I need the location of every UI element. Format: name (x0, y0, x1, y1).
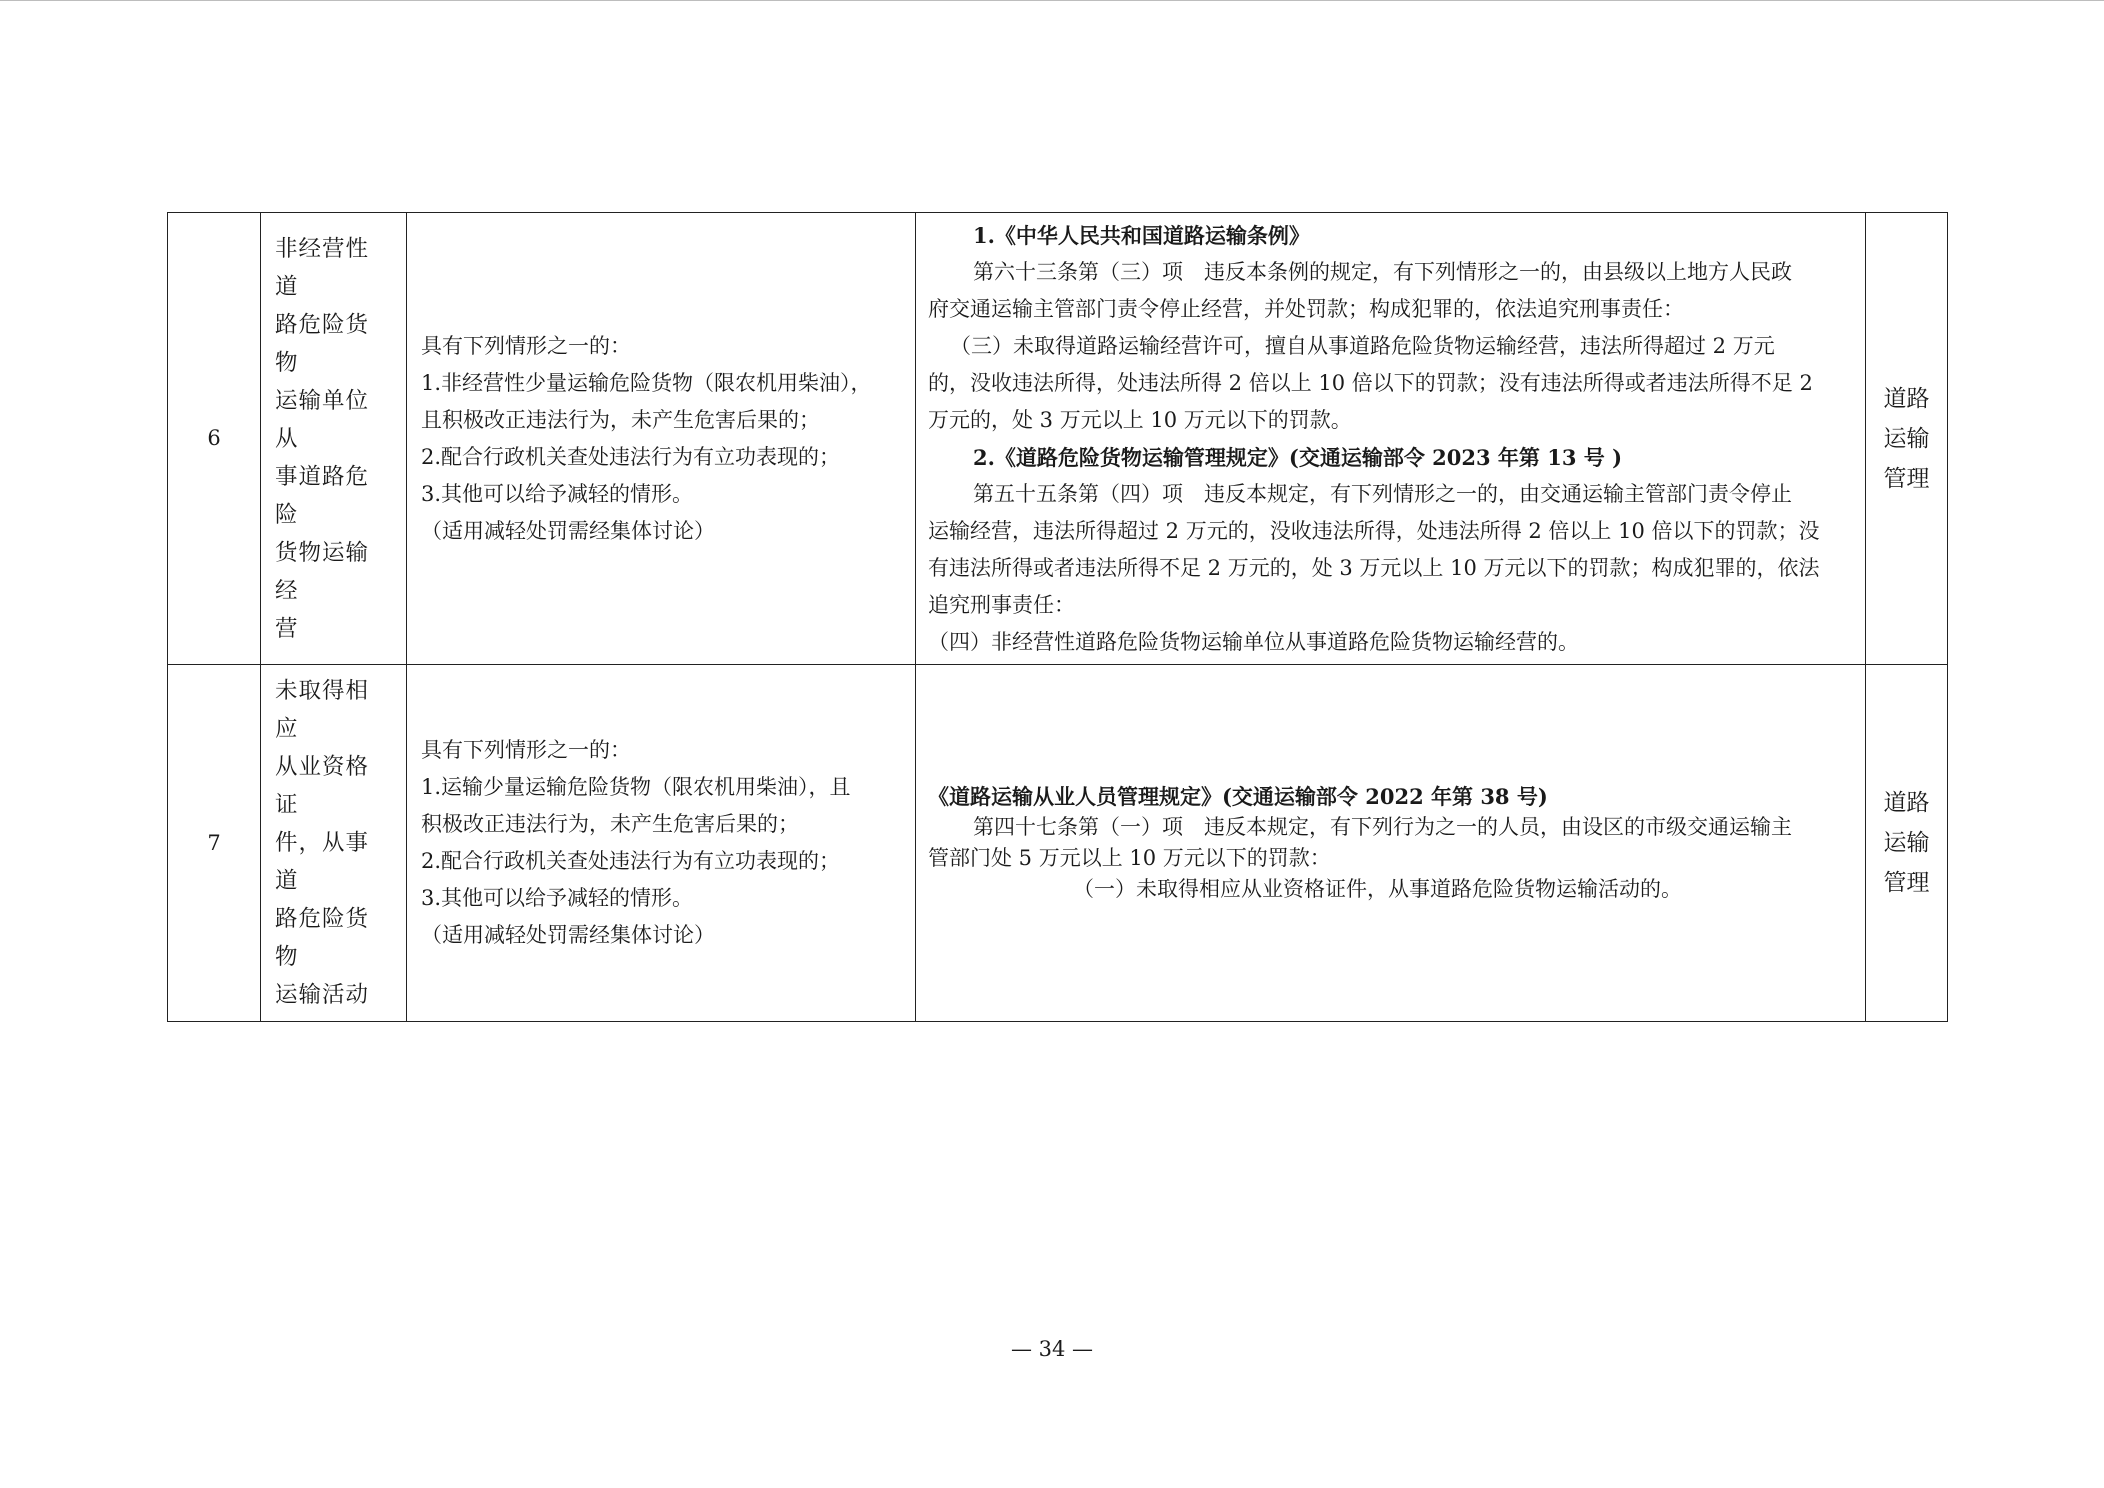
violation-item-line: 货物运输经 (275, 539, 370, 604)
page-number: — 34 — (1010, 1337, 1094, 1361)
table-row (168, 213, 1948, 665)
legal-basis-line: （四）非经营性道路危险货物运输单位从事道路危险货物运输经营的。 (928, 629, 1579, 654)
violation-item-cell (261, 213, 407, 665)
violation-item-line: 营 (275, 615, 299, 642)
legal-basis-heading: 2.《道路危险货物运输管理规定》(交通运输部令 2023 年第 13 号 ) (973, 444, 1623, 470)
row-number-text: 6 (207, 426, 221, 450)
legal-basis-heading: 《道路运输从业人员管理规定》(交通运输部令 2022 年第 38 号) (928, 784, 1548, 809)
legal-basis-line: 第六十三条第（三）项 违反本条例的规定，有下列情形之一的，由县级以上地方人民政 (973, 259, 1792, 284)
circumstance-line: 1.非经营性少量运输危险货物（限农机用柴油）， (421, 370, 872, 395)
circumstance-line: （适用减轻处罚需经集体讨论） (421, 518, 715, 543)
circumstance-line: 具有下列情形之一的： (421, 738, 631, 762)
penalty-table (167, 212, 1948, 1022)
circumstance-line: 积极改正违法行为，未产生危害后果的； (421, 812, 799, 836)
circumstance-line: 3.其他可以给予减轻的情形。 (421, 886, 694, 910)
violation-item-line: 事道路危险 (275, 463, 370, 528)
page-top-border (0, 0, 2104, 1)
department-line: 道路 (1883, 790, 1930, 816)
legal-basis-line: 的，没收违法所得，处违法所得 2 倍以上 10 倍以下的罚款；没有违法所得或者违法所得不足 2 (928, 370, 1813, 395)
circumstance-line: 1.运输少量运输危险货物（限农机用柴油），且 (421, 775, 851, 799)
department-line: 运输 (1883, 425, 1930, 452)
legal-basis-line: 府交通运输主管部门责令停止经营，并处罚款；构成犯罪的，依法追究刑事责任： (928, 296, 1684, 321)
legal-basis-line: 有违法所得或者违法所得不足 2 万元的，处 3 万元以上 10 万元以下的罚款；构成犯罪的，依法 (928, 555, 1820, 580)
department-cell (1866, 213, 1948, 665)
legal-basis-line: （三）未取得道路运输经营许可，擅自从事道路危险货物运输经营，违法所得超过 2 万元 (950, 333, 1775, 358)
legal-basis-line: 第五十五条第（四）项 违反本规定，有下列情形之一的，由交通运输主管部门责令停止 (973, 481, 1792, 506)
row-number (168, 213, 261, 665)
department-line: 管理 (1883, 870, 1930, 896)
violation-item-line: 未取得相应 (275, 678, 370, 742)
violation-item-line: 路危险货物 (275, 906, 370, 970)
legal-basis-line: 第四十七条第（一）项 违反本规定，有下列行为之一的人员，由设区的市级交通运输主 (973, 815, 1792, 839)
row-number (168, 665, 261, 1022)
violation-item-line: 运输单位从 (275, 387, 370, 452)
violation-item-line: 从业资格证 (275, 754, 370, 818)
violation-item-line: 非经营性道 (275, 235, 370, 300)
legal-basis-line: 追究刑事责任： (928, 592, 1075, 617)
legal-basis-line: 管部门处 5 万元以上 10 万元以下的罚款： (928, 846, 1331, 870)
violation-item-line: 运输活动 (275, 982, 370, 1008)
mitigation-circumstances-cell (407, 665, 916, 1022)
legal-basis-line: （一）未取得相应从业资格证件，从事道路危险货物运输活动的。 (1073, 877, 1682, 901)
circumstance-line: 且积极改正违法行为，未产生危害后果的； (421, 407, 820, 432)
department-line: 运输 (1883, 830, 1930, 856)
circumstance-line: 具有下列情形之一的： (421, 333, 631, 358)
circumstance-line: 2.配合行政机关查处违法行为有立功表现的； (421, 849, 841, 873)
mitigation-circumstances-cell (407, 213, 916, 665)
department-line: 道路 (1883, 385, 1930, 412)
legal-basis-line: 运输经营，违法所得超过 2 万元的，没收违法所得，处违法所得 2 倍以上 10 倍以下的罚款；没 (928, 518, 1820, 543)
legal-basis-line: 万元的，处 3 万元以上 10 万元以下的罚款。 (928, 407, 1352, 432)
violation-item-line: 件，从事道 (275, 830, 370, 894)
circumstance-line: （适用减轻处罚需经集体讨论） (421, 923, 715, 947)
violation-item-line: 路危险货物 (275, 311, 370, 376)
circumstance-line: 2.配合行政机关查处违法行为有立功表现的； (421, 444, 841, 469)
legal-basis-cell (916, 213, 1866, 665)
legal-basis-cell (916, 665, 1866, 1022)
violation-item-cell (261, 665, 407, 1022)
department-cell (1866, 665, 1948, 1022)
legal-basis-heading: 1.《中华人民共和国道路运输条例》 (973, 222, 1310, 248)
table-row (168, 665, 1948, 1022)
circumstance-line: 3.其他可以给予减轻的情形。 (421, 481, 694, 506)
department-line: 管理 (1883, 465, 1930, 492)
row-number-text: 7 (207, 830, 221, 855)
